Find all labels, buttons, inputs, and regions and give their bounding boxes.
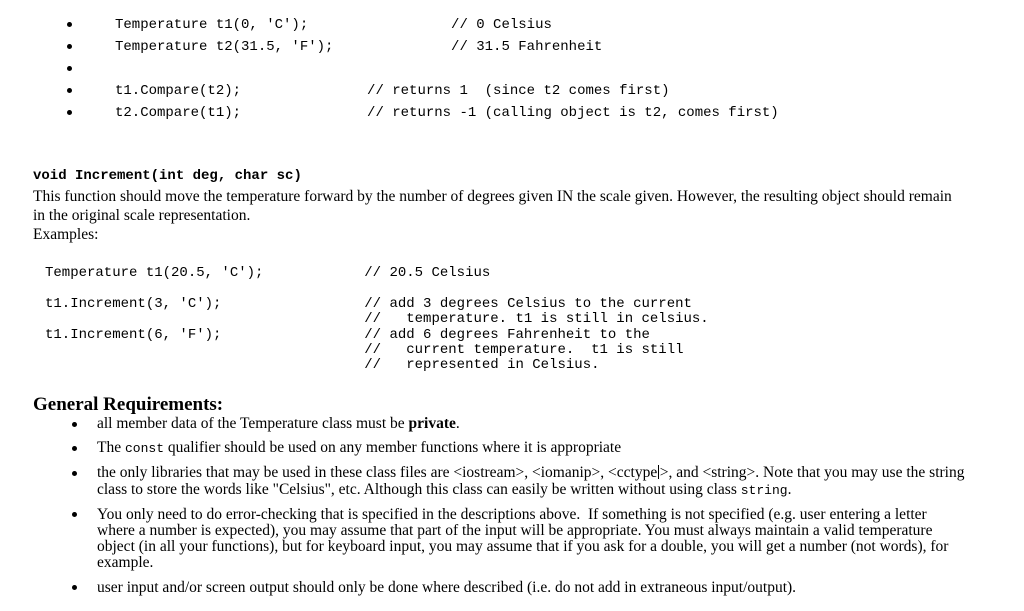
bullet-icon: [67, 22, 72, 27]
bullet-icon: [67, 44, 72, 49]
list-item: [70, 465, 967, 498]
function-signature: void Increment(int deg, char sc): [33, 168, 302, 184]
list-item: [70, 580, 967, 596]
list-item: [70, 416, 967, 432]
code-line: t1.Increment(6, 'F'); // add 6 degrees Fahrenheit to the: [45, 326, 650, 343]
general-requirements-list: [70, 416, 967, 604]
requirement-text: The: [97, 439, 125, 457]
requirement-text: the only libraries that may be used in these class files are <iostream>, <iomanip>, <cctype: [97, 464, 658, 482]
requirement-text: >, and <string>. Note that you may use the string class to store the words like "Celsius", etc. Although this class can easily be written without using class: [97, 464, 969, 498]
examples-label: Examples:: [33, 226, 99, 243]
list-item: [0, 102, 1024, 124]
list-item: [0, 14, 1024, 36]
requirement-text: qualifier should be used on any member functions where it is appropriate: [164, 439, 622, 457]
code-line: // represented in Celsius.: [45, 357, 600, 374]
bullet-icon: [67, 66, 72, 71]
bullet-icon: [67, 110, 72, 115]
requirement-text: all member data of the Temperature class must be: [97, 415, 409, 432]
bullet-icon: [67, 88, 72, 93]
code-line: Temperature t2(31.5, 'F'); // 31.5 Fahrenheit: [115, 39, 603, 55]
requirement-text: .: [787, 480, 792, 498]
code-line: t1.Compare(t2); // returns 1 (since t2 comes first): [115, 83, 670, 99]
list-item: [0, 80, 1024, 102]
requirement-text: user input and/or screen output should only be done where described (i.e. do not add in extraneous input/output).: [97, 578, 797, 596]
code-line: // temperature. t1 is still in celsius.: [45, 311, 709, 328]
code-line: t2.Compare(t1); // returns -1 (calling object is t2, comes first): [115, 105, 779, 121]
code-line: t1.Increment(3, 'C'); // add 3 degrees Celsius to the current: [45, 295, 692, 312]
requirement-bold-word: private: [408, 415, 456, 432]
requirement-text: You only need to do error-checking that is specified in the descriptions above. If something is not specified (e.g. user entering a letter where a number is expected), you may assume that part of the input will be appropriate. You must always maintain a valid temperature object (in all your functions), but for keyboard input, you may assume that if you ask for a double, you will get a number (not words), for example.: [97, 505, 953, 572]
list-item: [0, 58, 1024, 80]
list-item: [70, 440, 967, 457]
function-description: This function should move the temperature forward by the number of degrees given IN the scale given. However, the resulting object should remain in the original scale representation.: [33, 188, 952, 224]
code-line: [45, 281, 709, 296]
general-requirements-heading: General Requirements:: [33, 394, 224, 415]
compare-examples-list: [0, 14, 1024, 124]
code-line: Temperature t1(0, 'C'); // 0 Celsius: [115, 17, 552, 33]
requirement-code-word: const: [124, 441, 164, 457]
increment-example-code: [45, 266, 709, 374]
code-line: Temperature t1(20.5, 'C'); // 20.5 Celsius: [45, 265, 491, 281]
requirement-code-word: string: [740, 482, 788, 498]
list-item: [0, 36, 1024, 58]
requirement-text: .: [455, 415, 460, 432]
list-item: [70, 507, 967, 572]
code-line: // current temperature. t1 is still: [45, 341, 684, 358]
